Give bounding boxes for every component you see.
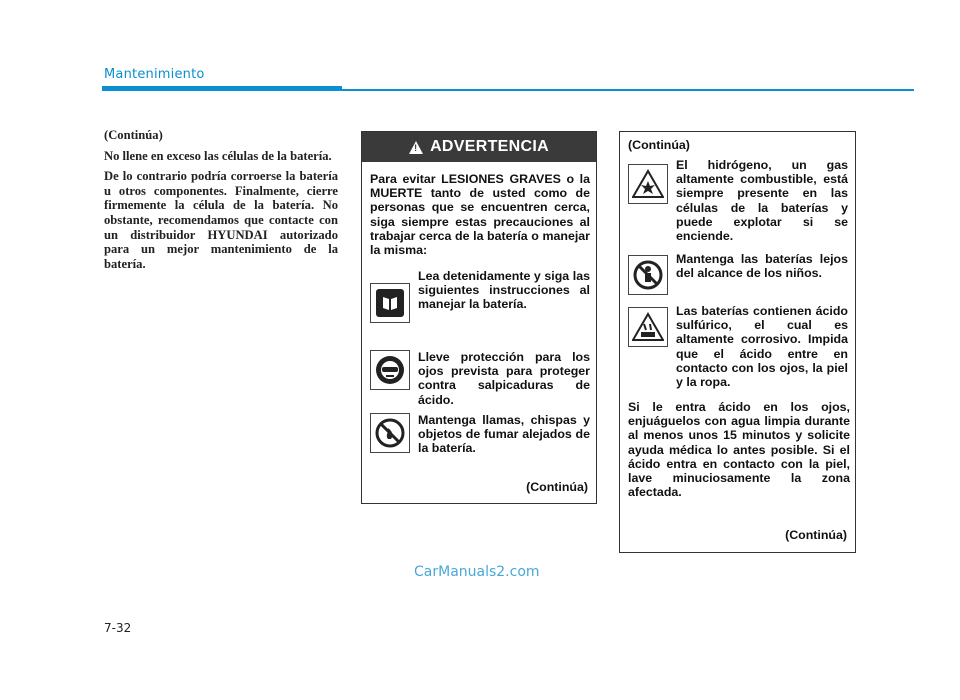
corrosive-acid-icon [628,307,668,347]
first-aid-paragraph: Si le entra ácido en los ojos, enjuáguelos con agua limpia durante al menos unos 15 minutos y solicite ayuda médica lo antes posible. Si el ácido entra en contacto con la piel, lave minuciosamente la zona afectada. [628,400,850,500]
warning-continuation-box [619,131,856,553]
warning-item: Lleve protección para los ojos prevista para proteger contra salpicaduras de ácido. [370,350,590,407]
warning-item: Mantenga llamas, chispas y objetos de fumar alejados de la batería. [370,413,590,456]
continues-label: (Continúa) [526,480,588,494]
eye-protection-icon [370,350,410,390]
header-rule-thin [342,89,914,91]
warning-header [362,132,596,162]
manual-book-icon [370,283,410,323]
header-rule-thick [102,86,342,91]
warning-box [361,131,597,504]
continues-label: (Continúa) [785,528,847,542]
paragraph: No llene en exceso las células de la batería. [104,148,332,163]
watermark-link[interactable]: CarManuals2.com [414,564,540,580]
page-number: 7-32 [104,621,132,635]
paragraph: De lo contrario podría corroerse la batería u otros componentes. Finalmente, cierre firmemente la célula de la batería. No obstante, recomendamos que contacte con un distribuidor HYUNDAI autorizado para un mejor mantenimiento de la batería. [104,169,338,271]
warning-item: Mantenga las baterías lejos del alcance de los niños. [628,252,848,280]
section-title: Mantenimiento [104,67,205,82]
left-column-text [104,128,338,277]
warning-item: Las baterías contienen ácido sulfúrico, el cual es altamente corrosivo. Impida que el ácido entre en contacto con los ojos, la piel y la ropa. [628,304,848,389]
warning-item: Lea detenidamente y siga las siguientes instrucciones al manejar la batería. [370,269,590,312]
warning-item: El hidrógeno, un gas altamente combustible, está siempre presente en las células de la baterías y puede explotar si se enciende. [628,158,848,243]
warning-triangle-icon: ! [409,141,423,154]
continues-label: (Continúa) [628,138,690,152]
no-flames-icon [370,413,410,453]
warning-title: ADVERTENCIA [430,138,549,155]
keep-away-children-icon [628,255,668,295]
continues-label: (Continúa) [104,128,163,142]
warning-intro: Para evitar LESIONES GRAVES o la MUERTE tanto de usted como de personas que se encuentren cerca, siga siempre estas precauciones al trabajar cerca de la batería o manejar la misma: [370,172,590,258]
explosion-icon [628,164,668,204]
